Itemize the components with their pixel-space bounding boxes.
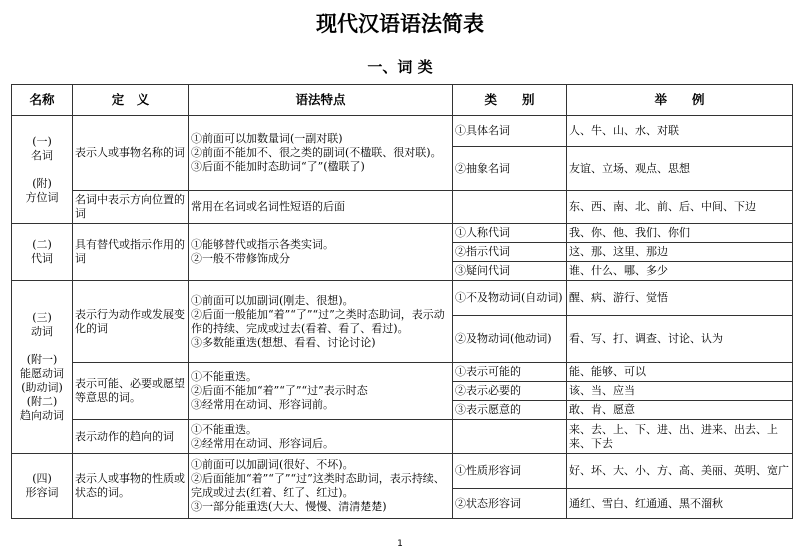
table-row [12, 191, 793, 224]
grammar-table [11, 84, 793, 519]
table-row [12, 454, 793, 489]
adjective-number: (四) [32, 472, 52, 485]
pronoun-definition: 具有替代或指示作用的词 [73, 224, 189, 281]
pronoun-features: ①能够替代或指示各类实词。 ②一般不带修饰成分 [189, 224, 453, 281]
locative-features: 常用在名词或名词性短语的后面 [189, 191, 453, 224]
pronoun-category-2: ②指示代词 [453, 243, 567, 262]
modal-example-1: 能、能够、可以 [567, 363, 793, 382]
modal-category-3: ③表示愿意的 [453, 401, 567, 420]
page-number: 1 [397, 539, 403, 549]
modal-category-2: ②表示必要的 [453, 382, 567, 401]
table-row [12, 363, 793, 382]
modal-example-3: 敢、肯、愿意 [567, 401, 793, 420]
pronoun-label: 代词 [31, 252, 53, 265]
locative-appendix-marker: (附) [32, 176, 52, 190]
verb-features: ①前面可以加副词(刚走、很想)。 ②后面一般能加“着”“了”“过”之类时态助词，表示动作的持续、完成或过去(看着、看了、看过)。 ③多数能重迭(想想、看看、讨论讨论) [189, 281, 453, 363]
noun-definition: 表示人或事物名称的词 [73, 116, 189, 191]
adjective-definition: 表示人或事物的性质或状态的词。 [73, 454, 189, 519]
table-row [12, 281, 793, 316]
table-row [12, 224, 793, 243]
directional-features: ①不能重迭。 ②经常用在动词、形容词后。 [189, 420, 453, 454]
adjective-example-2: 通红、雪白、红通通、黑不溜秋 [567, 489, 793, 519]
pronoun-category-1: ①人称代词 [453, 224, 567, 243]
verb-label: 动词 [31, 325, 53, 338]
verb-example-1: 醒、病、游行、觉悟 [567, 281, 793, 316]
directional-appendix-marker: (附二) [26, 395, 58, 408]
adjective-name-cell [12, 454, 73, 519]
header-examples: 举 例 [567, 85, 793, 116]
header-definition: 定 义 [73, 85, 189, 116]
adjective-features: ①前面可以加副词(很好、不坏)。 ②后面能加“着”“了”“过”这类时态助词，表示持续、完成或过去(红着、红了、红过)。 ③一部分能重迭(大大、慢慢、清清楚楚) [189, 454, 453, 519]
verb-example-2: 看、写、打、调查、讨论、认为 [567, 316, 793, 363]
modal-definition: 表示可能、必要或愿望等意思的词。 [73, 363, 189, 420]
noun-category-1: ①具体名词 [453, 116, 567, 147]
pronoun-example-2: 这、那、这里、那边 [567, 243, 793, 262]
noun-example-2: 友谊、立场、观点、思想 [567, 147, 793, 191]
table-row [12, 116, 793, 147]
modal-example-2: 该、当、应当 [567, 382, 793, 401]
noun-name-cell [12, 116, 73, 224]
document-title: 现代汉语语法简表 [316, 12, 484, 36]
verb-number: (三) [32, 311, 52, 324]
noun-example-1: 人、牛、山、水、对联 [567, 116, 793, 147]
header-row [12, 85, 793, 116]
noun-number: (一) [32, 134, 52, 148]
adjective-example-1: 好、坏、大、小、方、高、美丽、英明、宽广 [567, 454, 793, 489]
header-features: 语法特点 [189, 85, 453, 116]
header-name: 名称 [12, 85, 73, 116]
locative-examples: 东、西、南、北、前、后、中间、下边 [567, 191, 793, 224]
header-category: 类 别 [453, 85, 567, 116]
adjective-category-2: ②状态形容词 [453, 489, 567, 519]
verb-definition: 表示行为动作或发展变化的词 [73, 281, 189, 363]
directional-label: 趋向动词 [20, 409, 64, 422]
noun-features: ①前面可以加数量词(一副对联) ②前面不能加不、很之类的副词(不楹联、很对联)。 ③后面不能加时态助词“了”(楹联了) [189, 116, 453, 191]
modal-features: ①不能重迭。 ②后面不能加“着”“了”“过”表示时态 ③经常用在动词、形容词前。 [189, 363, 453, 420]
adjective-category-1: ①性质形容词 [453, 454, 567, 489]
table-row [12, 420, 793, 454]
modal-category-1: ①表示可能的 [453, 363, 567, 382]
noun-category-2: ②抽象名词 [453, 147, 567, 191]
verb-category-2: ②及物动词(他动词) [453, 316, 567, 363]
pronoun-example-3: 谁、什么、哪、多少 [567, 262, 793, 281]
verb-name-cell [12, 281, 73, 454]
pronoun-number: (二) [32, 238, 52, 251]
modal-label: 能愿动词 [20, 367, 64, 380]
verb-category-1: ①不及物动词(自动词) [453, 281, 567, 316]
locative-category-empty [453, 191, 567, 224]
adjective-label: 形容词 [25, 486, 59, 499]
pronoun-example-1: 我、你、他、我们、你们 [567, 224, 793, 243]
locative-label: 方位词 [25, 190, 59, 204]
noun-label: 名词 [31, 148, 53, 162]
directional-examples: 来、去、上、下、进、出、进来、出去、上来、下去 [567, 420, 793, 454]
auxiliary-label: (助动词) [21, 381, 63, 394]
directional-category-empty [453, 420, 567, 454]
modal-appendix-marker: (附一) [26, 353, 58, 366]
locative-definition: 名词中表示方向位置的词 [73, 191, 189, 224]
section-heading: 一、词 类 [367, 58, 433, 76]
pronoun-name-cell [12, 224, 73, 281]
directional-definition: 表示动作的趋向的词 [73, 420, 189, 454]
pronoun-category-3: ③疑问代词 [453, 262, 567, 281]
